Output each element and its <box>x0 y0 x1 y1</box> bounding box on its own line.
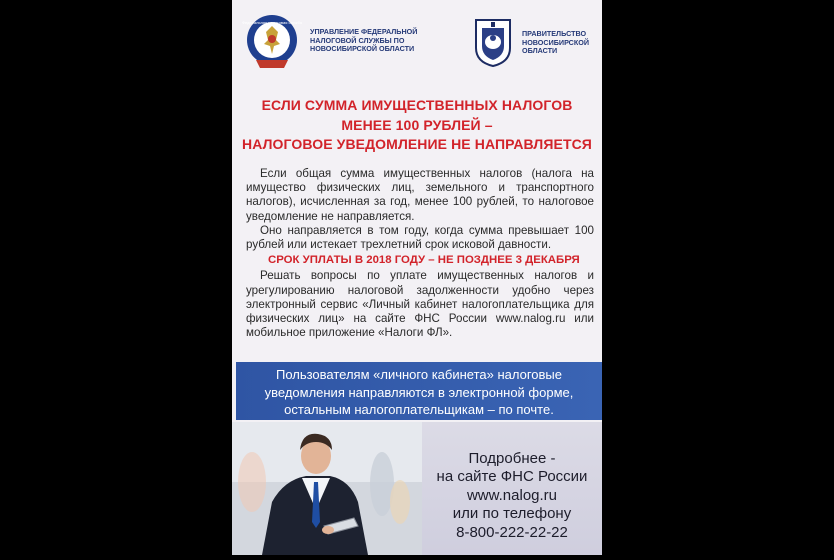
banner-line-1: Пользователям «личного кабинета» налоговые <box>275 367 563 382</box>
body-text <box>246 167 594 340</box>
headline-line-1: ЕСЛИ СУММА ИМУЩЕСТВЕННЫХ НАЛОГОВ <box>261 97 573 113</box>
contact-site-label: на сайте ФНС России <box>436 468 588 486</box>
fns-emblem-text: Федеральная налоговая служба <box>241 20 303 25</box>
banner-line-3: остальным налогоплательщикам – по почте. <box>284 402 554 417</box>
businessman-illustration <box>232 422 422 555</box>
banner-line-2: уведомления направляются в электронной форме, <box>264 384 574 400</box>
electronic-notice-banner <box>236 362 602 420</box>
payment-deadline: СРОК УПЛАТЫ В 2018 ГОДУ – НЕ ПОЗДНЕЕ 3 ДЕКАБРЯ <box>268 254 580 267</box>
leaflet <box>232 0 602 555</box>
paragraph-when-sent: Оно направляется в том году, когда сумма превышает 100 рублей или истекает трехлетний срок исковой давности. <box>246 223 594 252</box>
fns-department-name: УПРАВЛЕНИЕ ФЕДЕРАЛЬНОЙ НАЛОГОВОЙ СЛУЖБЫ ПО НОВОСИБИРСКОЙ ОБЛАСТИ <box>310 27 418 54</box>
headline-line-3: НАЛОГОВОЕ УВЕДОМЛЕНИЕ НЕ НАПРАВЛЯЕТСЯ <box>242 136 592 152</box>
contact-phone: 8-800-222-22-22 <box>456 523 568 541</box>
contact-lines <box>422 450 602 542</box>
paragraph-threshold: Если общая сумма имущественных налогов (налога на имущество физических лиц, земельного и транспортного налогов), исчисленная за год, менее 100 рублей, то налоговое уведомление не направляется. <box>246 167 594 223</box>
paragraph-online-service: Решать вопросы по уплате имущественных налогов и урегулированию налоговой задолженности удобно через электронный сервис «Личный кабинет налогоплательщика для физических лиц» на сайте ФНС России www.nalog.ru или мобильное приложение «Налоги ФЛ». <box>246 269 594 340</box>
fns-emblem-icon <box>241 14 303 70</box>
government-name: ПРАВИТЕЛЬСТВО НОВОСИБИРСКОЙ ОБЛАСТИ <box>522 29 590 56</box>
contact-more-label: Подробнее - <box>468 450 556 467</box>
leaflet-header <box>232 0 602 88</box>
headline-line-2: МЕНЕЕ 100 РУБЛЕЙ – <box>341 116 493 133</box>
novosibirsk-coat-of-arms-icon <box>474 18 512 68</box>
contact-phone-label: или по телефону <box>452 505 572 523</box>
headline <box>232 96 602 155</box>
contact-panel <box>422 422 602 555</box>
businessman-photo <box>232 422 422 555</box>
contact-website: www.nalog.ru <box>466 486 558 504</box>
